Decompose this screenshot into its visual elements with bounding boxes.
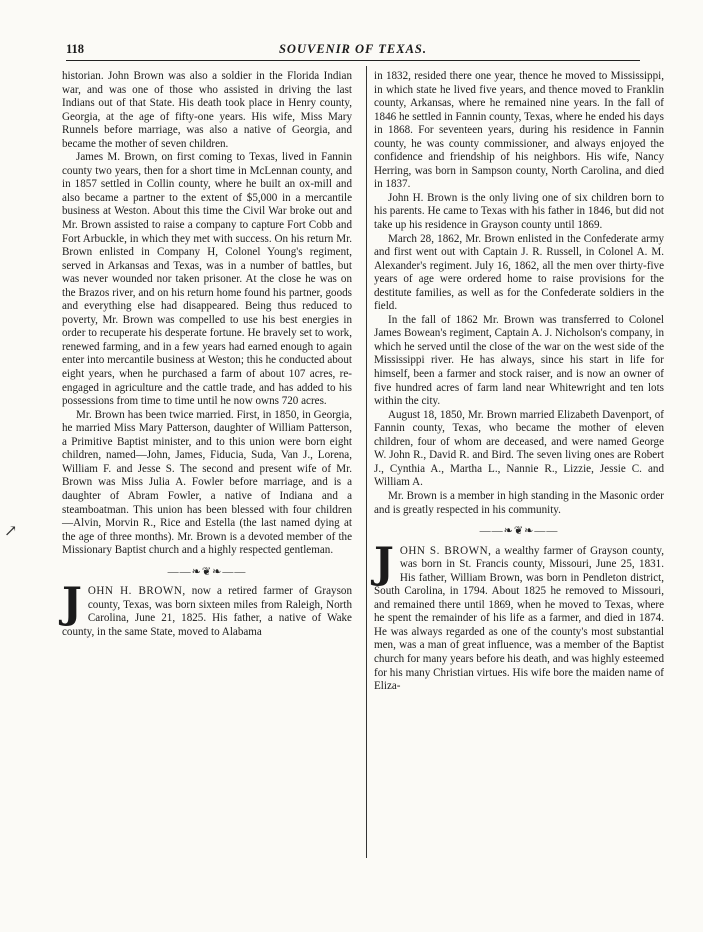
section-ornament: ——❧❦❧—— (167, 565, 247, 578)
paragraph: John H. Brown is the only living one of six children born to his parents. He came to Texas with his father in 1846, but did not take up his residence in Grayson county until 1869. (374, 191, 664, 232)
entry-text: now a retired farmer of Grayson county, Texas, was born sixteen miles from Raleigh, North Carolina, June 21, 1825. His father, a native of Wake county, in the same State, moved to Alabama (62, 585, 352, 638)
paragraph: March 28, 1862, Mr. Brown enlisted in the Confederate army and first went out with Captain J. R. Russell, in Colonel A. M. Alexander's regiment. July 16, 1862, all the men over thirty-five years of age were ordered home to raise provisions for the destitute families, as well as for the Confederate soldiers in the field. (374, 232, 664, 313)
biography-entry (374, 537, 665, 694)
entry-text: a wealthy farmer of Grayson county, was born in St. Francis county, Missouri, June 25, 1831. His father, William Brown, was born in Pendleton district, South Carolina, in 1794. About 1825 he removed to Missouri, and remained there until 1869, when he moved to Texas, where he spent the remainder of his life as a farmer, and died in 1874. He was always regarded as one of the county's most substantial men, was a man of great influence, was a member of the Baptist church for many years before his death, and was highly esteemed for his many Christian virtues. His wife bore the maiden name of Eliza- (374, 544, 665, 693)
paragraph: August 18, 1850, Mr. Brown married Elizabeth Davenport, of Fannin county, Texas, who became the mother of eleven children, four of whom are deceased, and were named George W. John R., David R. and Bird. The seven living ones are Robert J., Cynthia A., Martha L., Nannie R., Lizzie, Jessie C. and William A. (374, 408, 664, 489)
paragraph: In the fall of 1862 Mr. Brown was transferred to Colonel James Bowean's regiment, Captain A. J. Nicholson's company, in which he served until the close of the war on the west side of the Mississippi river. He has always, since his start in life for himself, been a farmer and stock raiser, and is now an owner of five hundred acres of farm land near Whitewright and ten lots within the city. (374, 313, 664, 408)
paragraph: Mr. Brown has been twice married. First, in 1850, in Georgia, he married Miss Mary Patterson, daughter of William Patterson, a Primitive Baptist minister, and to this union were born eight children, named—John, James, Fiducia, Suda, Van J., Lorena, William F. and Jesse S. The second and present wife of Mr. Brown was Miss Julia A. Fowler before marriage, and is a daughter of Abram Fowler, a native of Indiana and a steamboatman. This union has been blessed with four children —Alvin, Morvin R., Rice and Estella (the last named dying at the age of three months). Mr. Brown is a devoted member of the Missionary Baptist church and a highly respected gentleman. (62, 408, 352, 557)
entry-name: OHN H. BROWN, (87, 585, 186, 598)
right-column (374, 70, 664, 694)
page-header (66, 42, 640, 61)
drop-cap: J (62, 578, 82, 628)
paragraph: James M. Brown, on first coming to Texas, lived in Fannin county two years, then for a short time in McLennan county, and in 1857 settled in Collin county, where he built an ox-mill and also became a partner to the extent of $5,000 in a mercantile business at Weston. About this time the Civil War broke out and Mr. Brown assisted to raise a company to capture Fort Cobb and Fort Arbuckle, in which they met with success. On his return Mr. Brown enlisted in Company H, Colonel Young's regiment, served in Arkansas and Texas, was in a number of battles, but was never wounded nor taken prisoner. At the close he was on the Brazos river, and on his return home found his partner, goods and everything else had disappeared. Being thus reduced to poverty, Mr. Brown was compelled to use his best energies in order to recuperate his desperate fortune. He bravely set to work, renewed farming, and in a few years had earned enough to again enter into mercantile business at Weston; this he conducted about eight years, when he purchased a farm of about 107 acres, re-engaged in agriculture and the cattle trade, and has added to his possessions from time to time until he now owns 720 acres. (62, 151, 352, 408)
margin-pencil-mark: ↗ (4, 523, 18, 540)
page-number: 118 (66, 42, 85, 56)
entry-name: OHN S. BROWN, (399, 544, 492, 557)
biography-entry (62, 578, 352, 639)
paragraph: in 1832, resided there one year, thence he moved to Mississippi, in which state he lived five years, and thence moved to Franklin county, Arkansas, where he remained nine years. In the fall of 1846 he settled in Fannin county, Texas, where he ended his days in 1868. For seventeen years, during his residence in Fannin county, he was county commissioner, and always enjoyed the confidence and friendship of his neighbors. His wife, Nancy Herring, was born in Sampson county, North Carolina, and died in 1837. (374, 70, 664, 191)
section-ornament: ——❧❦❧—— (479, 525, 559, 538)
column-divider (366, 66, 367, 858)
paragraph: historian. John Brown was also a soldier in the Florida Indian war, and was one of those who assisted in driving the last Indians out of that State. His death took place in Henry county, Georgia, at the age of fifty-one years. His wife, Miss Mary Runnels before marriage, was also a native of Georgia, and became the mother of seven children. (62, 70, 352, 150)
left-column (62, 70, 352, 639)
drop-cap: J (374, 537, 394, 587)
paragraph: Mr. Brown is a member in high standing in the Masonic order and is greatly respected in his community. (374, 489, 664, 516)
running-title: SOUVENIR OF TEXAS. (278, 42, 428, 56)
